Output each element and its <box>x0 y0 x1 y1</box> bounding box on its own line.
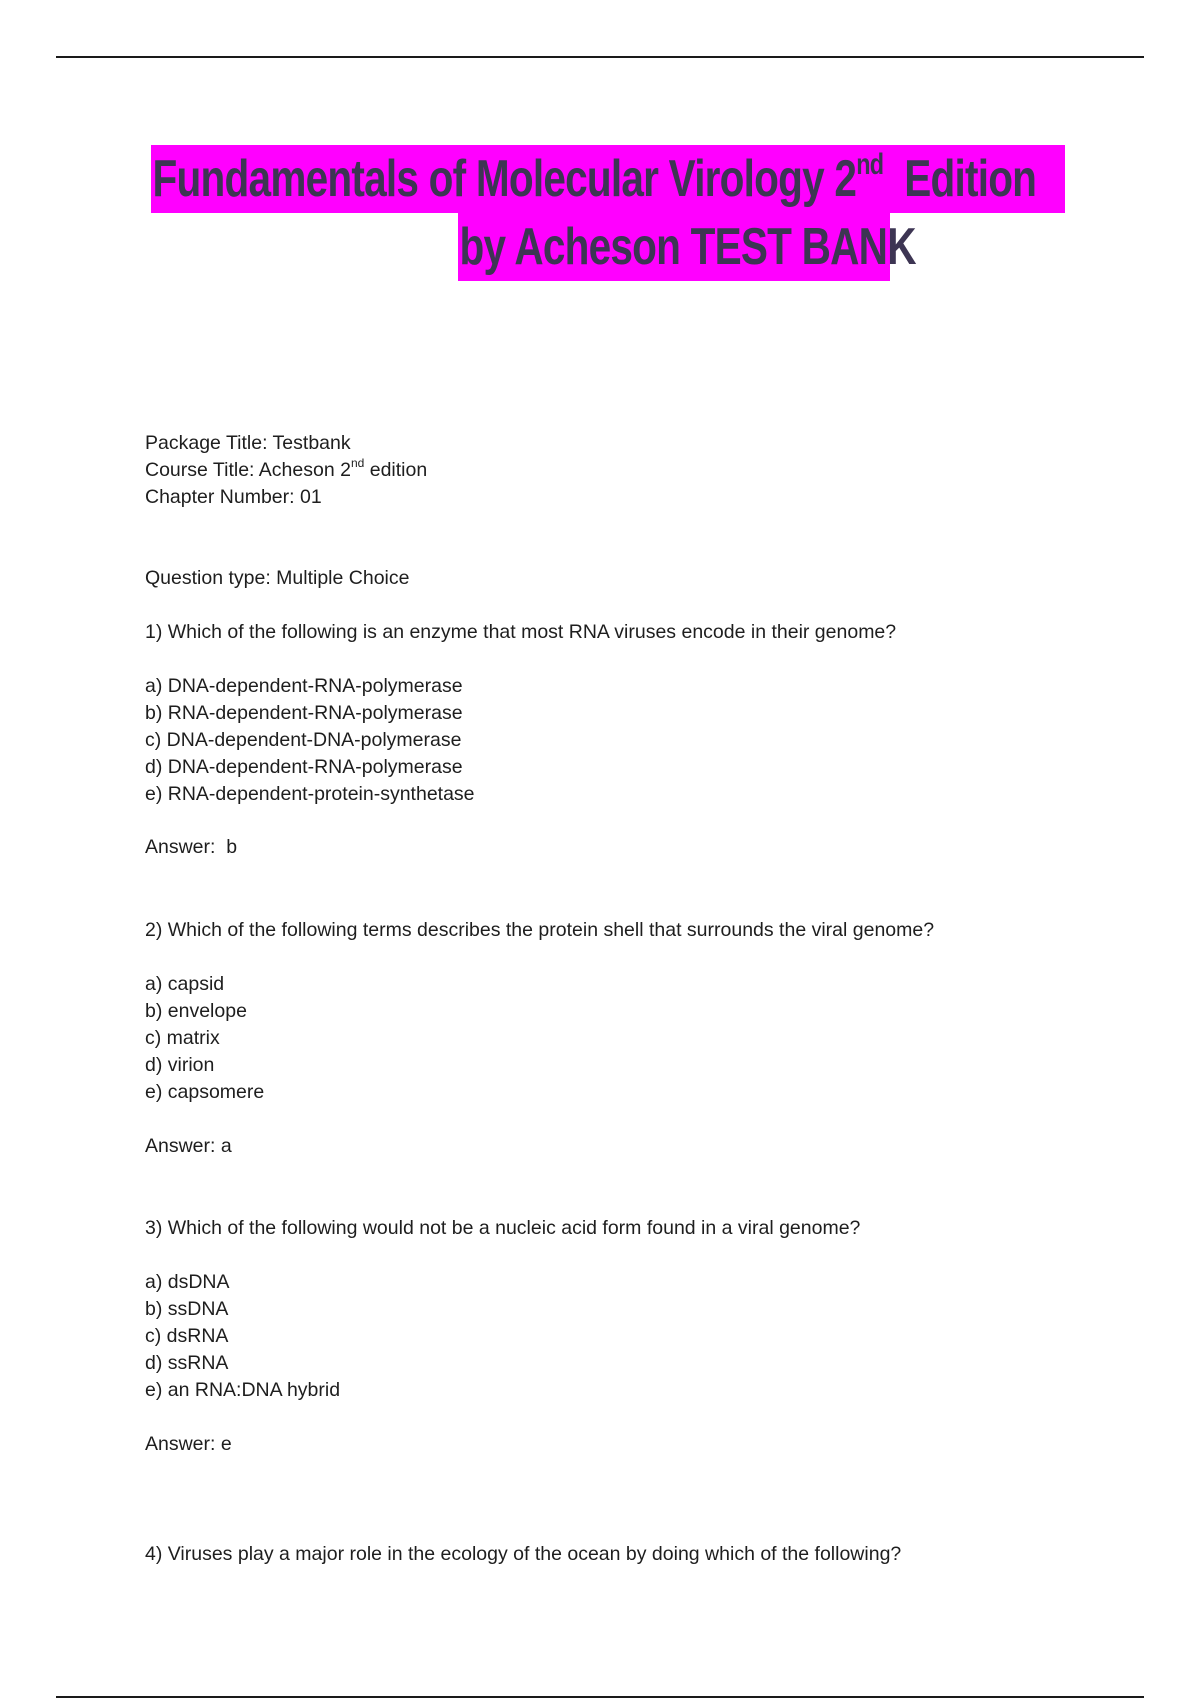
title-edition-text: Edition <box>883 150 1037 208</box>
course-title-suffix: edition <box>364 459 428 481</box>
title-superscript: nd <box>856 148 884 181</box>
title-line-2 <box>458 213 916 281</box>
footer-rule <box>56 1696 1144 1698</box>
question-1-option-b: b) RNA-dependent-RNA-polymerase <box>145 702 463 724</box>
course-title-superscript: nd <box>350 456 365 470</box>
question-3-option-b: b) ssDNA <box>145 1298 229 1320</box>
question-2-text: 2) Which of the following terms describes the protein shell that surrounds the viral genome? <box>145 919 935 941</box>
question-2-option-a: a) capsid <box>145 973 225 995</box>
question-3-option-e: e) an RNA:DNA hybrid <box>145 1379 341 1401</box>
title-subline-text: by Acheson TEST BANK <box>459 218 916 276</box>
question-2-option-b: b) envelope <box>145 1000 247 1022</box>
question-1-answer: Answer: b <box>145 836 238 858</box>
question-3-option-d: d) ssRNA <box>145 1352 229 1374</box>
question-2-answer: Answer: a <box>145 1135 232 1157</box>
course-title <box>145 457 427 484</box>
question-1-option-d: d) DNA-dependent-RNA-polymerase <box>145 756 463 778</box>
question-1-option-e: e) RNA-dependent-protein-synthetase <box>145 783 475 805</box>
title-line-1 <box>151 145 1065 213</box>
question-type: Question type: Multiple Choice <box>145 567 410 589</box>
question-3-text: 3) Which of the following would not be a nucleic acid form found in a viral genome? <box>145 1217 861 1239</box>
question-3-option-a: a) dsDNA <box>145 1271 230 1293</box>
question-2-option-e: e) capsomere <box>145 1081 265 1103</box>
question-1-text: 1) Which of the following is an enzyme that most RNA viruses encode in their genome? <box>145 621 897 643</box>
question-2-option-c: c) matrix <box>145 1027 220 1049</box>
header-rule <box>56 56 1144 58</box>
question-1-option-a: a) DNA-dependent-RNA-polymerase <box>145 675 463 697</box>
title-main-text: Fundamentals of Molecular Virology 2 <box>152 150 857 208</box>
question-1-option-c: c) DNA-dependent-DNA-polymerase <box>145 729 462 751</box>
chapter-number: Chapter Number: 01 <box>145 486 322 508</box>
question-4-text: 4) Viruses play a major role in the ecology of the ocean by doing which of the following? <box>145 1543 902 1565</box>
course-title-prefix: Course Title: Acheson 2 <box>145 459 351 481</box>
question-3-option-c: c) dsRNA <box>145 1325 229 1347</box>
question-2-option-d: d) virion <box>145 1054 215 1076</box>
package-title: Package Title: Testbank <box>145 432 351 454</box>
question-3-answer: Answer: e <box>145 1433 232 1455</box>
